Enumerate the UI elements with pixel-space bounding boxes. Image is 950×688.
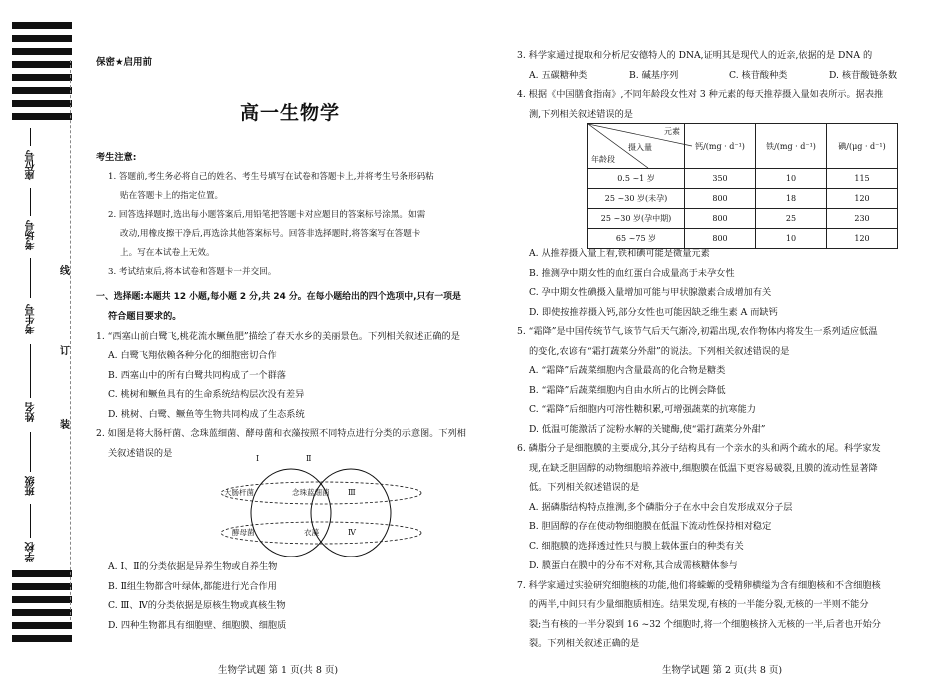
table-cell: 800 — [685, 229, 756, 249]
table-cell: 25 ~30 岁(孕中期) — [588, 209, 685, 229]
table-row — [588, 169, 898, 189]
option: B. “霜降”后蔬菜细胞内自由水所占的比例会降低 — [529, 384, 726, 396]
barcode-bar — [12, 74, 72, 81]
table-header-row — [588, 124, 898, 169]
cut-ding-mark: 订 — [60, 342, 70, 357]
notice-item: 3. 考试结束后,将本试卷和答题卡一并交回。 — [108, 266, 277, 277]
barcode-bar — [12, 596, 72, 603]
footer-page-1: 生物学试题 第 1 页(共 8 页) — [218, 665, 339, 676]
school-label: 学校 — [26, 542, 37, 562]
option: A. 从推荐摄入量上看,铁和碘可能是微量元素 — [529, 248, 710, 259]
notice-item: 上。写在本试卷上无效。 — [120, 247, 215, 258]
question-stem: 1. “西塞山前白鹭飞,桃花流水鳜鱼肥”描绘了春天水乡的美丽景色。下列相关叙述正确的是 — [96, 330, 460, 342]
barcode-bar — [12, 87, 72, 94]
exam-room-label: 考场号 — [26, 220, 37, 250]
barcode-bar — [12, 48, 72, 55]
nutrition-table — [587, 123, 898, 249]
barcode-bar — [12, 622, 72, 629]
cut-line-mark: 线 — [60, 262, 70, 277]
table-cell: 350 — [685, 169, 756, 189]
option: C. 孕中期女性碘摄入量增加可能与甲状腺激素合成增加有关 — [529, 287, 772, 298]
table-cell: 120 — [827, 229, 898, 249]
option: C. Ⅲ、Ⅳ的分类依据是原核生物或真核生物 — [108, 600, 286, 611]
option: C. 细胞膜的选择透过性只与膜上载体蛋白的种类有关 — [529, 540, 744, 552]
option: B. 西塞山中的所有白鹭共同构成了一个群落 — [108, 369, 286, 381]
barcode-bar — [12, 35, 72, 42]
cut-line — [70, 60, 71, 620]
notice-item: 贴在答题卡上的指定位置。 — [120, 190, 224, 201]
notice-item: 1. 答题前,考生务必将自己的姓名、考生号填写在试卷和答题卡上,并将考生号条形码粘 — [108, 171, 434, 182]
cut-zhuang-mark: 装 — [60, 416, 70, 431]
fill-line — [30, 258, 31, 298]
barcode-bar — [12, 61, 72, 68]
option: D. 四种生物都具有细胞壁、细胞膜、细胞质 — [108, 619, 287, 631]
label-III: Ⅲ — [348, 488, 356, 497]
table-row — [588, 229, 898, 249]
corner-intake-label: 摄入量 — [628, 143, 652, 152]
binding-strip — [0, 0, 80, 688]
question-stem: 7. 科学家通过实验研究细胞核的功能,他们将蝾螈的受精卵横缢为含有细胞核和不含细胞核 — [517, 579, 881, 591]
question-stem: 6. 磷脂分子是细胞膜的主要成分,其分子结构具有一个亲水的头和两个疏水的尾。科学家发 — [517, 443, 881, 454]
barcode-bar — [12, 583, 72, 590]
confidential-mark: 保密★启用前 — [96, 57, 153, 68]
barcode-bar — [12, 113, 72, 120]
table-header-cell: 铁/(mg · d⁻¹) — [756, 124, 827, 169]
question-stem-cont: 的两半,中间只有少量细胞质相连。结果发现,有核的一半能分裂,无核的一半则不能分 — [529, 599, 869, 610]
fill-line — [30, 504, 31, 538]
table-cell: 0.5 ~1 岁 — [588, 169, 685, 189]
label-IV: Ⅳ — [348, 528, 356, 537]
table-row — [588, 189, 898, 209]
option: D. 即使按推荐摄入钙,部分女性也可能因缺乏维生素 A 而缺钙 — [529, 306, 778, 318]
table-header-cell: 碘/(μg · d⁻¹) — [827, 124, 898, 169]
notice-item: 2. 回答选择题时,选出每小题答案后,用铅笔把答题卡对应题目的答案标号涂黑。如需 — [108, 209, 426, 220]
page-title: 高一生物学 — [240, 102, 341, 124]
seat-number-label: 座位号 — [26, 150, 37, 180]
option: C. “霜降”后细胞内可溶性糖积累,可增强蔬菜的抗寒能力 — [529, 404, 756, 415]
option: C. 核苷酸种类 — [729, 69, 788, 81]
option: A. Ⅰ、Ⅱ的分类依据是异养生物或自养生物 — [108, 561, 278, 572]
question-stem: 2. 如图是将大肠杆菌、念珠蓝细菌、酵母菌和衣藻按照不同特点进行分类的示意图。下列相 — [96, 428, 466, 439]
notice-heading: 考生注意: — [96, 152, 137, 163]
table-cell: 18 — [756, 189, 827, 209]
table-cell: 65 ~75 岁 — [588, 229, 685, 249]
fill-line — [30, 188, 31, 216]
question-stem-cont: 裂;当有核的一半分裂到 16 ~32 个细胞时,将一个细胞核挤入无核的一半,后者也开始分 — [529, 618, 881, 630]
diagram-svg — [96, 463, 496, 557]
notice-item: 改动,用橡皮擦干净后,再选涂其他答案标号。回答非选择题时,将答案写在答题卡 — [120, 228, 421, 239]
corner-element-label: 元素 — [664, 127, 680, 136]
label-I: Ⅰ — [256, 454, 260, 463]
left-column — [96, 148, 496, 635]
option: A. “霜降”后蔬菜细胞内含量最高的化合物是糖类 — [529, 365, 726, 376]
table-cell: 800 — [685, 189, 756, 209]
option: A. 据磷脂结构特点推测,多个磷脂分子在水中会自发形成双分子层 — [529, 501, 793, 513]
question-stem-cont: 现,在缺乏胆固醇的动物细胞培养液中,细胞膜在低温下更容易破裂,且膜的流动性显著降 — [529, 462, 878, 474]
question-stem: 4. 根据《中国膳食指南》,不同年龄段女性对 3 种元素的每天推荐摄入量如表所示。据表推 — [517, 89, 884, 100]
fill-line — [30, 128, 31, 146]
table-cell: 230 — [827, 209, 898, 229]
option: D. 膜蛋白在膜中的分布不对称,其合成需核糖体参与 — [529, 560, 738, 571]
table-cell: 10 — [756, 169, 827, 189]
option-row — [517, 66, 937, 86]
question-stem-cont: 关叙述错误的是 — [108, 447, 173, 459]
table-cell: 25 — [756, 209, 827, 229]
option: A. 五碳糖种类 — [529, 69, 588, 81]
barcode-bar — [12, 100, 72, 107]
barcode-bar — [12, 570, 72, 577]
question-stem: 5. “霜降”是中国传统节气,该节气后天气渐冷,初霜出现,农作物体内将发生一系列适应低温 — [517, 326, 878, 337]
table-corner-cell — [588, 124, 685, 169]
table-row — [588, 209, 898, 229]
class-label: 班级 — [26, 476, 37, 496]
table-cell: 800 — [685, 209, 756, 229]
option: B. 推测孕中期女性的血红蛋白合成量高于未孕女性 — [529, 267, 735, 279]
corner-age-label: 年龄段 — [591, 155, 615, 164]
question-stem-cont: 裂。下列相关叙述正确的是 — [529, 638, 640, 649]
fill-line — [30, 344, 31, 398]
option: B. 碱基序列 — [629, 69, 679, 81]
table-cell: 10 — [756, 229, 827, 249]
option: C. 桃树和鳜鱼具有的生命系统结构层次没有差异 — [108, 389, 305, 400]
option: B. Ⅱ组生物都含叶绿体,都能进行光合作用 — [108, 580, 277, 592]
label-ecoli: 大肠杆菌 — [224, 488, 254, 497]
label-nostoc: 念珠蓝细菌 — [292, 488, 330, 497]
barcode-bar — [12, 22, 72, 29]
exam-number-label: 考生号 — [26, 304, 37, 334]
label-yeast: 酵母菌 — [232, 528, 255, 537]
question-stem-cont: 低。下列相关叙述错误的是 — [529, 482, 640, 493]
question-stem-cont: 测,下列相关叙述错误的是 — [529, 108, 633, 120]
section-heading-cont: 符合题目要求的。 — [108, 311, 182, 322]
section-heading: 一、选择题:本题共 12 小题,每小题 2 分,共 24 分。在每小题给出的四个选项中,只有一项是 — [96, 291, 461, 302]
footer-page-2: 生物学试题 第 2 页(共 8 页) — [662, 665, 783, 676]
table-header-cell: 钙/(mg · d⁻¹) — [685, 124, 756, 169]
table-cell: 25 ~30 岁(未孕) — [588, 189, 685, 209]
table-cell: 115 — [827, 169, 898, 189]
option: D. 桃树、白鹭、鳜鱼等生物共同构成了生态系统 — [108, 408, 305, 420]
classification-diagram — [96, 454, 496, 557]
option: D. 低温可能激活了淀粉水解的关键酶,使“霜打蔬菜分外甜” — [529, 423, 766, 435]
option: B. 胆固醇的存在使动物细胞膜在低温下流动性保持相对稳定 — [529, 521, 772, 532]
barcode-bar — [12, 635, 72, 642]
question-stem-cont: 的变化,农谚有“霜打蔬菜分外甜”的说法。下列相关叙述错误的是 — [529, 345, 790, 357]
label-II: Ⅱ — [306, 454, 312, 463]
option: A. 白鹭飞翔依赖各种分化的细胞密切合作 — [108, 350, 277, 361]
name-label: 姓名 — [26, 402, 37, 422]
label-chlamydomonas: 衣藻 — [304, 528, 319, 537]
table-cell: 120 — [827, 189, 898, 209]
question-stem: 3. 科学家通过提取和分析尼安德特人的 DNA,证明其是现代人的近亲,依据的是 DNA 的 — [517, 50, 873, 61]
option: D. 核苷酸链条数 — [829, 69, 898, 81]
fill-line — [30, 432, 31, 472]
barcode-bar — [12, 609, 72, 616]
